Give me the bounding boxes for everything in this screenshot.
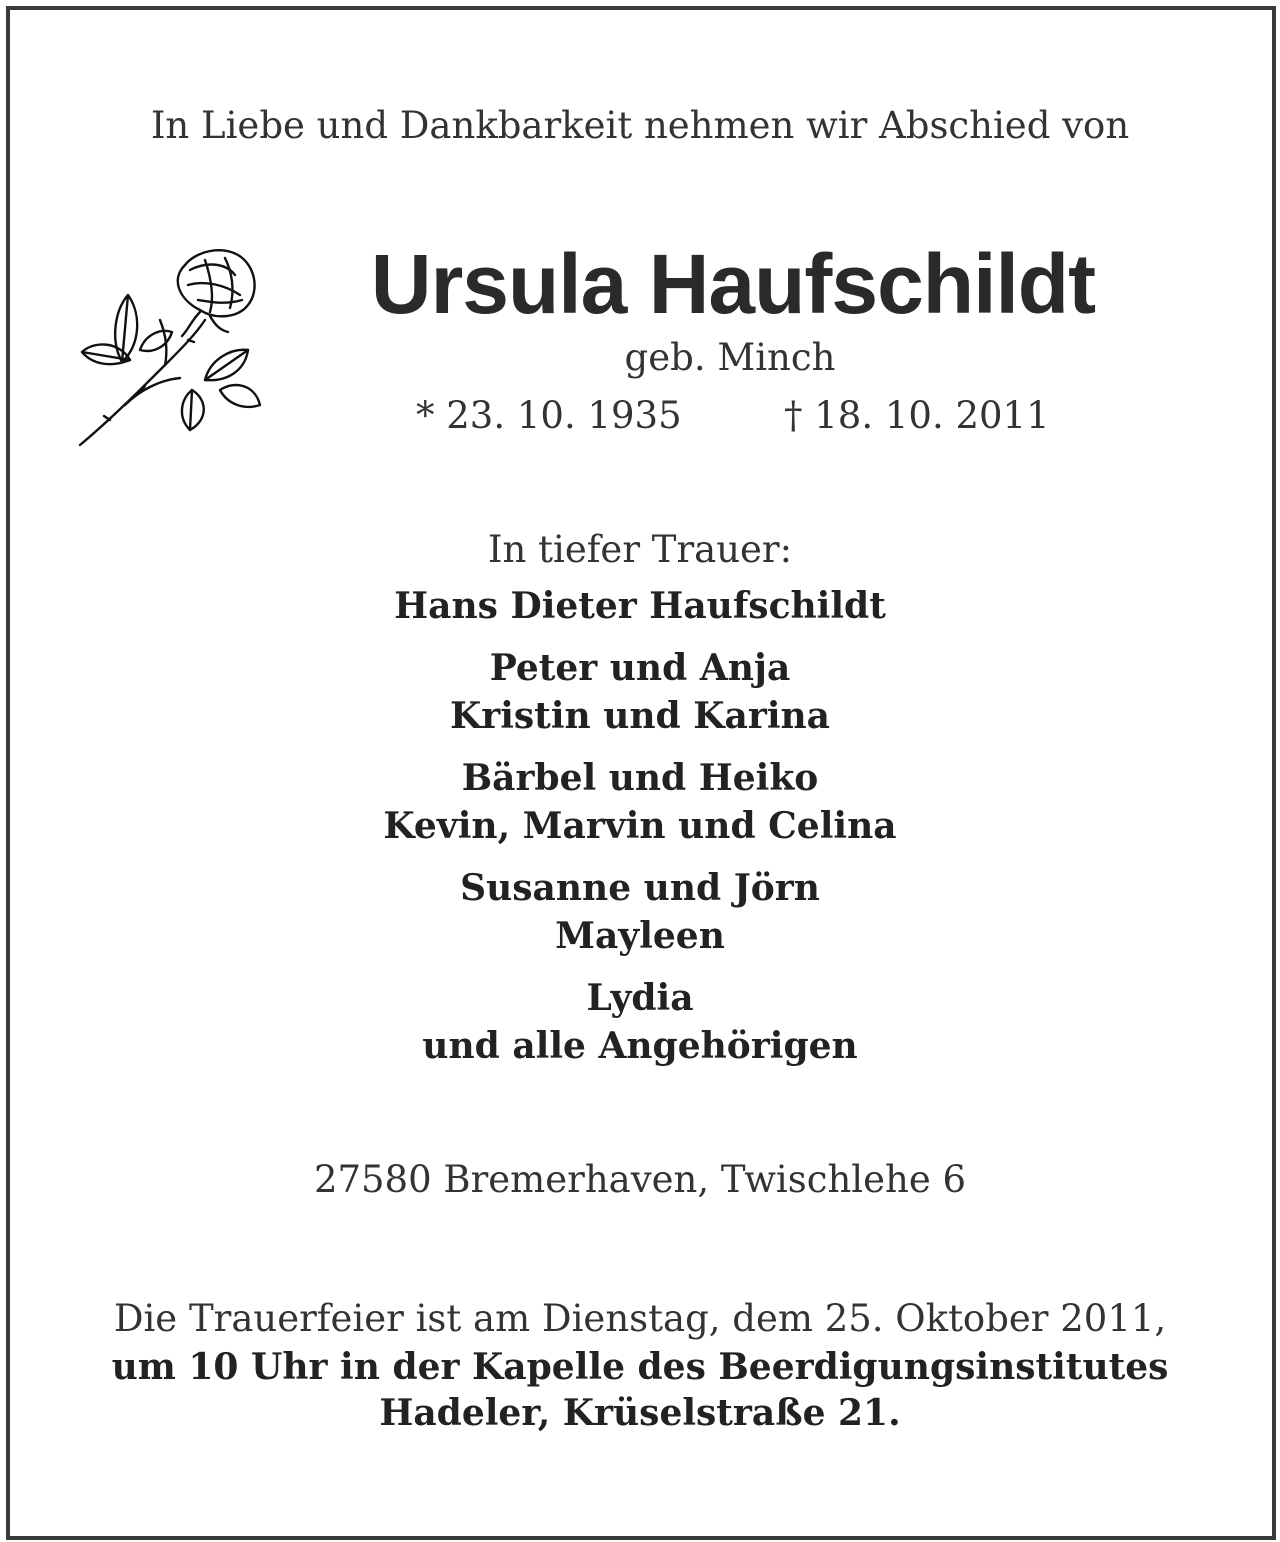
mourner-line: Lydia: [586, 977, 694, 1019]
mourner-line: Peter und Anja: [489, 647, 791, 689]
mourner-line: Susanne und Jörn: [460, 867, 820, 909]
birth-name: geb. Minch: [624, 336, 836, 379]
funeral-date-line: Die Trauerfeier ist am Dienstag, dem 25. Oktober 2011,: [113, 1297, 1167, 1340]
mourner-line: Bärbel und Heiko: [461, 757, 819, 799]
mourner-line: Hans Dieter Haufschildt: [394, 585, 886, 627]
intro-text: In Liebe und Dankbarkeit nehmen wir Abschied von: [150, 104, 1130, 147]
death-date: † 18. 10. 2011: [784, 394, 1050, 437]
mourner-line: Kevin, Marvin und Celina: [383, 805, 897, 847]
mourner-line: Kristin und Karina: [449, 695, 831, 737]
mourner-line: Mayleen: [555, 915, 725, 957]
mourners-intro: In tiefer Trauer:: [487, 528, 793, 571]
rose-icon: [70, 240, 270, 455]
deceased-name: Ursula Haufschildt: [370, 237, 1096, 331]
address: 27580 Bremerhaven, Twischlehe 6: [313, 1158, 967, 1201]
birth-date: * 23. 10. 1935: [416, 394, 682, 437]
funeral-place-line: um 10 Uhr in der Kapelle des Beerdigungsinstitutes: [111, 1346, 1169, 1388]
funeral-address-line: Hadeler, Krüselstraße 21.: [379, 1392, 901, 1434]
mourner-line: und alle Angehörigen: [422, 1025, 858, 1067]
